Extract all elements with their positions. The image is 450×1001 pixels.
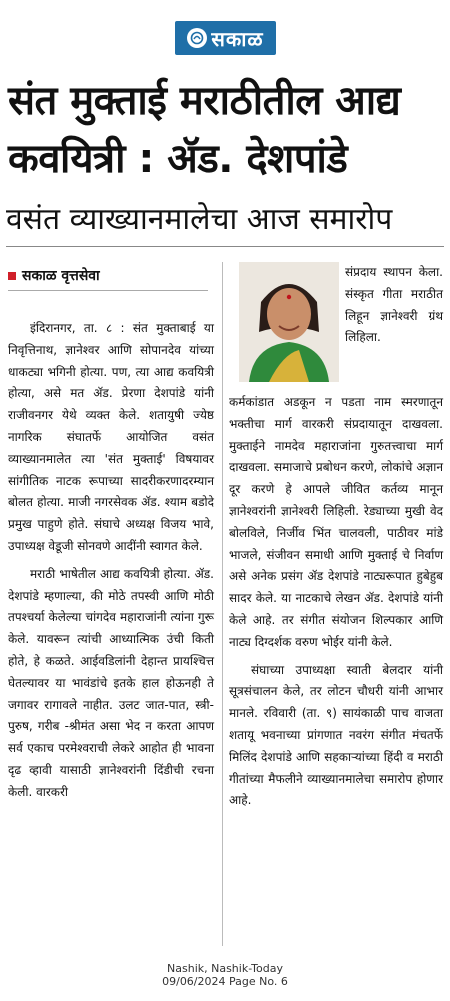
byline — [8, 266, 100, 285]
speaker-photo — [239, 262, 339, 382]
square-bullet-icon — [8, 272, 16, 280]
headline: संत मुक्ताई मराठीतील आद्य कवयित्री : ॲड. देशपांडे — [8, 78, 401, 182]
divider — [8, 290, 208, 291]
column-divider — [222, 262, 223, 946]
subheadline: वसंत व्याख्यानमालेचा आज समारोप — [6, 202, 393, 237]
article-column-right-top — [345, 262, 443, 349]
article-paragraph: संप्रदाय स्थापन केला. संस्कृत गीता मराठीत लिहून ज्ञानेश्वरी ग्रंथ लिहिला. — [345, 265, 443, 345]
article-paragraph: कर्मकांडात अडकून न पडता नाम स्मरणातून भक्तीचा मार्ग वारकरी संप्रदायातून दाखवला. मुक्ताईने नामदेव महाराजांना गुरुतत्त्वाचा मार्ग दाखवला. समाजाचे प्रबोधन करणे, लोकांचे अज्ञान दूर करणे हे आपले जीवित कर्तव्य मानून ज्ञानेश्वरांनी ज्ञानेश्वरी लिहिली. रेड्याच्या मुखी वेद बोलविले, निर्जीव भिंत चालवली, पाठीवर मांडे भाजले, संजीवन समाधी आणि मुक्ताई चे निर्वाण असे अनेक प्रसंग ॲड देशपांडे नाट्यरूपात हुबेहुब सादर केले. या नाटकाचे लेखन ॲड. देशपांडे यांनी केले आहे. तर संगीत संयोजन शिल्पकार आणि नाट्य दिग्दर्शक वरुण भोईर यांनी केले. — [229, 395, 443, 649]
sakal-logo-icon — [187, 28, 207, 48]
article-paragraph: संघाच्या उपाध्यक्षा स्वाती बेलदार यांनी सूत्रसंचालन केले, तर लोटन चौधरी यांनी आभार मानले. रविवारी (ता. ९) सायंकाळी पाच वाजता शतायू भवनाच्या प्रांगणात नवरंग संगीत मंचतर्फे मिलिंद देशपांडे आणि सहकाऱ्यांच्या हिंदी व मराठी गीतांच्या मैफलीने व्याख्यानमालेचा समारोप होणार आहे. — [229, 662, 443, 808]
article-paragraph: मराठी भाषेतील आद्य कवयित्री होत्या. ॲड. देशपांडे म्हणाल्या, की मोठे तपस्वी आणि मोठी तपश्चर्या केलेल्या चांगदेव महाराजांनी त्यांना गुरू केले. यावरून त्यांची आध्यात्मिक उंची किती होते, हे कळते. आईवडिलांनी देहान्त प्रायश्चित्त घेतल्यावर या भावंडांचे इतके हाल होऊनही ते जगावर रागावले नाहीत. उलट जात-पात, स्त्री-पुरुष, गरीब -श्रीमंत असा भेद न करता आपण सर्व एकाच परमेश्वराची लेकरे आहोत ही भावना दृढ व्हावी यासाठी ज्ञानेश्वरांनी दिंडीची रचना केली. वारकरी — [8, 566, 214, 799]
date-page-label: 09/06/2024 Page No. 6 — [162, 975, 288, 988]
divider — [6, 246, 444, 247]
article-column-right — [229, 392, 443, 812]
article-paragraph: इंदिरानगर, ता. ८ : संत मुक्ताबाई या निवृत्तिनाथ, ज्ञानेश्वर आणि सोपानदेव यांच्या धाकट्या भगिनी होत्या. पण, त्या आद्य कवयित्री होत्या, असे मत ॲड. प्रेरणा देशपांडे यांनी राजीवनगर येथे व्यक्त केले. शतायुषी ज्येष्ठ नागरिक संघातर्फे आयोजित वसंत व्याख्यानमालेत त्या 'संत मुक्ताई' विषयावर सांगीतिक नाटक रूपाच्या सादरीकरणादरम्यान बोलत होत्या. माजी नगरसेवक ॲड. श्याम बडोदे प्रमुख पाहुणे होते. संघाचे अध्यक्ष विजय भावे, उपाध्यक्ष वेडूजी सोनवणे आदींनी स्वागत केले. — [8, 321, 214, 553]
edition-label: Nashik, Nashik-Today — [167, 962, 283, 975]
article-column-left — [8, 318, 214, 804]
page-footer — [0, 962, 450, 988]
byline-text: सकाळ वृत्तसेवा — [22, 268, 100, 284]
newspaper-masthead — [175, 21, 276, 55]
masthead-title: सकाळ — [211, 26, 264, 51]
